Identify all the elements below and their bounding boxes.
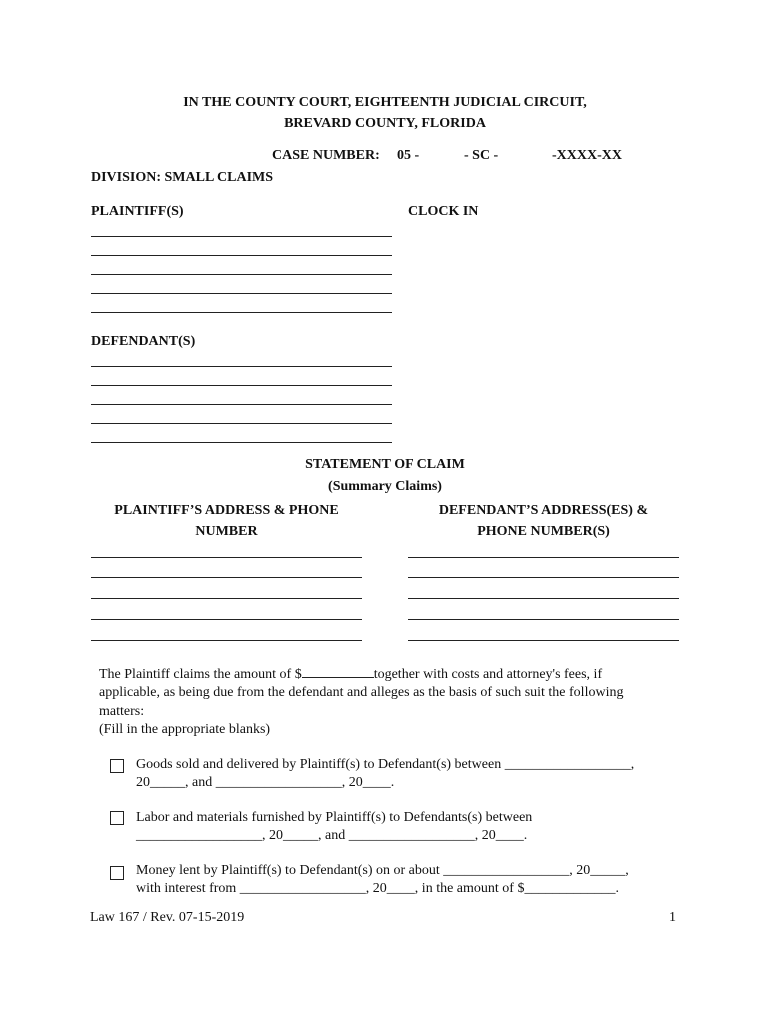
plaintiff-name-line[interactable] [91, 236, 392, 237]
goods-sold-line-2: 20_____, and __________________, 20____. [136, 775, 395, 790]
plaintiff-name-line[interactable] [91, 293, 392, 294]
plaintiff-address-line[interactable] [91, 598, 362, 599]
goods-sold-line-1: Goods sold and delivered by Plaintiff(s) to Defendant(s) between __________________, [136, 757, 635, 772]
goods-sold-checkbox[interactable] [110, 759, 124, 773]
defendant-address-line[interactable] [408, 640, 679, 641]
labor-materials-line-2: __________________, 20_____, and __________________, 20____. [136, 828, 528, 843]
plaintiff-address-heading: PLAINTIFF’S ADDRESS & PHONE [114, 503, 339, 518]
plaintiff-address-line[interactable] [91, 557, 362, 558]
labor-materials-checkbox[interactable] [110, 811, 124, 825]
plaintiff-name-line[interactable] [91, 312, 392, 313]
defendant-address-line[interactable] [408, 619, 679, 620]
case-number-middle: - SC - [464, 148, 499, 163]
defendant-name-line[interactable] [91, 404, 392, 405]
money-lent-line-2: with interest from __________________, 20____, in the amount of $_____________. [136, 881, 619, 896]
page-number: 1 [669, 910, 676, 925]
plaintiff-address-line[interactable] [91, 640, 362, 641]
division-label: DIVISION: SMALL CLAIMS [91, 170, 274, 185]
claim-line-3: matters: [99, 704, 145, 719]
case-number-prefix: 05 - [397, 148, 420, 163]
labor-materials-line-1: Labor and materials furnished by Plaintiff(s) to Defendants(s) between [136, 810, 533, 825]
plaintiff-address-line[interactable] [91, 577, 362, 578]
plaintiff-address-heading-2: NUMBER [195, 524, 258, 539]
case-number-suffix: -XXXX-XX [552, 148, 622, 163]
money-lent-line-1: Money lent by Plaintiff(s) to Defendant(s) on or about __________________, 20_____, [136, 863, 629, 878]
defendant-name-line[interactable] [91, 423, 392, 424]
defendant-name-line[interactable] [91, 366, 392, 367]
plaintiff-name-line[interactable] [91, 255, 392, 256]
statement-title: STATEMENT OF CLAIM [305, 457, 465, 472]
claim-amount-field[interactable] [302, 664, 374, 678]
claim-text-end: together with costs and attorney's fees, if [373, 667, 603, 682]
statement-subtitle: (Summary Claims) [328, 479, 442, 494]
defendant-name-line[interactable] [91, 442, 392, 443]
defendant-address-heading: DEFENDANT’S ADDRESS(ES) & [438, 503, 649, 518]
clock-in-label: CLOCK IN [408, 204, 479, 219]
plaintiff-address-line[interactable] [91, 619, 362, 620]
defendant-address-line[interactable] [408, 557, 679, 558]
defendant-name-line[interactable] [91, 385, 392, 386]
claim-line-1 [99, 664, 602, 684]
claim-instructions: (Fill in the appropriate blanks) [99, 722, 271, 737]
claim-text-start: The Plaintiff claims the amount of $ [99, 667, 302, 682]
plaintiffs-label: PLAINTIFF(S) [91, 204, 184, 219]
defendant-address-heading-2: PHONE NUMBER(S) [477, 524, 610, 539]
court-heading: IN THE COUNTY COURT, EIGHTEENTH JUDICIAL CIRCUIT, [183, 95, 587, 110]
county-heading: BREVARD COUNTY, FLORIDA [284, 116, 486, 131]
case-number-label: CASE NUMBER: [272, 148, 380, 163]
form-revision: Law 167 / Rev. 07-15-2019 [90, 910, 245, 925]
defendant-address-line[interactable] [408, 598, 679, 599]
defendants-label: DEFENDANT(S) [91, 334, 196, 349]
defendant-address-line[interactable] [408, 577, 679, 578]
plaintiff-name-line[interactable] [91, 274, 392, 275]
money-lent-checkbox[interactable] [110, 866, 124, 880]
claim-line-2: applicable, as being due from the defendant and alleges as the basis of such suit the following [99, 685, 624, 700]
